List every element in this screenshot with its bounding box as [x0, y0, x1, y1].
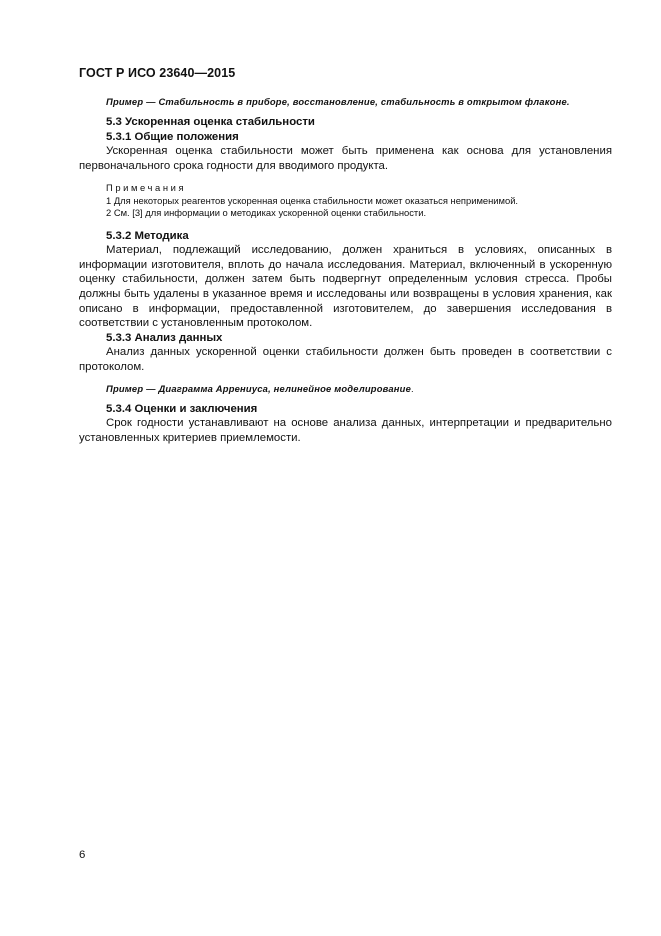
- notes-block: [79, 182, 612, 219]
- page-content: [79, 96, 612, 445]
- page-number: 6: [79, 849, 86, 861]
- standard-header: ГОСТ Р ИСО 23640—2015: [79, 66, 236, 80]
- section-5-3-2-paragraph: Материал, подлежащий исследованию, должен храниться в условиях, описанных в информации изготовителя, вплоть до начала исследования. Материал, включенный в ускоренную оценку стабильности, должен затем быть подвергнут определенным условия стресса. Пробы должны быть удалены в указанное время и исследованы или возвращены в условия хранения, как описано в информации, предоставленной изготовителем, до завершения исследования в соответствии с установленным протоколом.: [79, 244, 612, 330]
- section-5-3-heading: 5.3 Ускоренная оценка стабильности: [106, 116, 315, 128]
- section-5-3-4-heading: 5.3.4 Оценки и заключения: [106, 402, 258, 415]
- section-5-3-1-paragraph: Ускоренная оценка стабильности может быть применена как основа для установления первоначального срока годности для вводимого продукта.: [79, 145, 612, 172]
- section-5-3-2-heading: 5.3.2 Методика: [106, 229, 189, 242]
- section-5-3-1-heading: 5.3.1 Общие положения: [106, 130, 239, 143]
- example-note-arrhenius: Пример — Диаграмма Аррениуса, нелинейное моделирование.: [106, 382, 414, 394]
- example-note-stability: Пример — Стабильность в приборе, восстановление, стабильность в открытом флаконе.: [106, 96, 570, 107]
- section-5-3-3-paragraph: Анализ данных ускоренной оценки стабильности должен быть проведен в соответствии с протоколом.: [79, 346, 612, 373]
- notes-title: Примечания: [106, 182, 187, 194]
- note-item: 2 См. [3] для информации о методиках ускоренной оценки стабильности.: [106, 207, 427, 219]
- note-item: 1 Для некоторых реагентов ускоренная оценка стабильности может оказаться неприменимой.: [106, 194, 519, 206]
- section-5-3-4-paragraph: Срок годности устанавливают на основе анализа данных, интерпретации и предварительно установленных критериев приемлемости.: [79, 417, 612, 444]
- section-5-3-3-heading: 5.3.3 Анализ данных: [106, 331, 223, 344]
